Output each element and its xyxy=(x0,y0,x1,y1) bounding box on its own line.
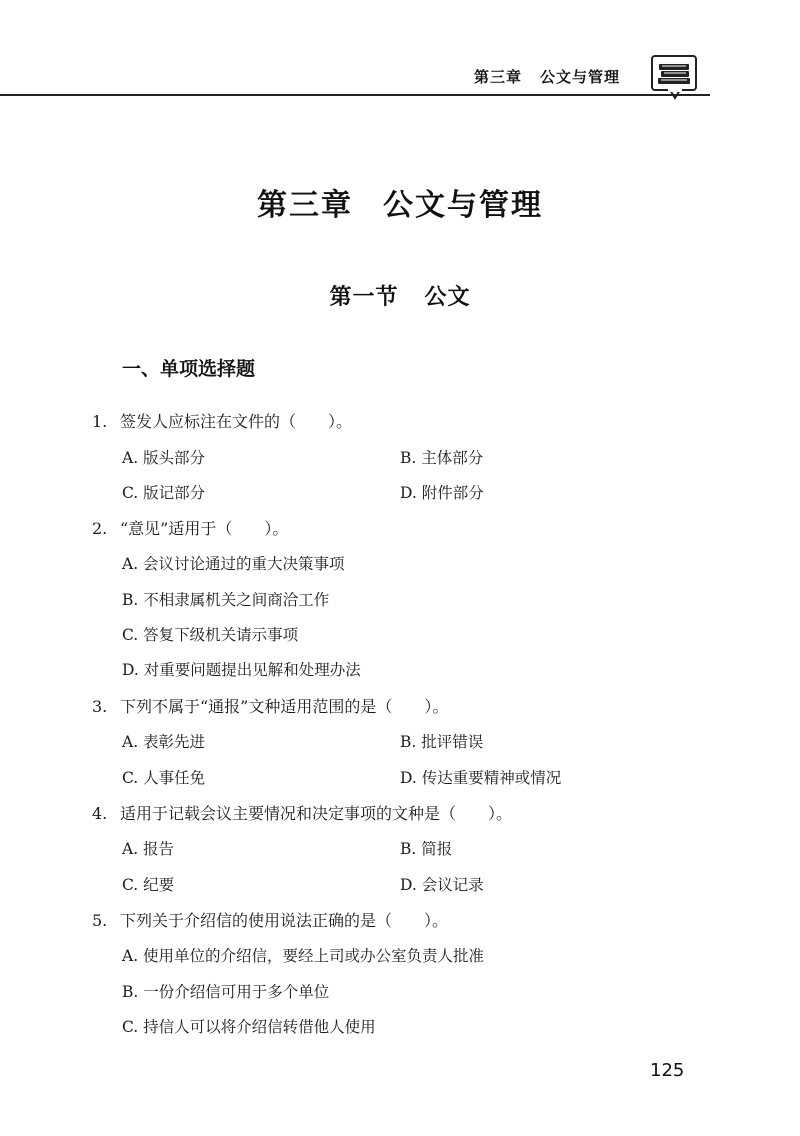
option-5a: A. 使用单位的介绍信，要经上司或办公室负责人批准 xyxy=(122,947,485,965)
question-text: “意见”适用于（ ）。 xyxy=(120,519,289,538)
option-1b: B. 主体部分 xyxy=(400,449,484,467)
section-title-name: 公文 xyxy=(424,285,471,310)
option-4a: A. 报告 xyxy=(122,840,175,858)
option-1d: D. 附件部分 xyxy=(400,484,484,502)
page-number: 125 xyxy=(650,1060,685,1081)
question-text: 签发人应标注在文件的（ ）。 xyxy=(120,412,353,431)
part-title: 一、单项选择题 xyxy=(122,358,256,380)
option-1a: A. 版头部分 xyxy=(122,449,206,467)
question-number: 3. xyxy=(92,697,108,716)
option-4d: D. 会议记录 xyxy=(400,876,484,894)
chapter-title-label: 第三章 xyxy=(257,188,353,223)
option-2d: D. 对重要问题提出见解和处理办法 xyxy=(122,661,361,679)
running-head xyxy=(474,66,620,87)
option-4b: B. 简报 xyxy=(400,840,453,858)
question-text: 下列关于介绍信的使用说法正确的是（ ）。 xyxy=(120,911,449,930)
question-4 xyxy=(92,801,512,824)
option-3d: D. 传达重要精神或情况 xyxy=(400,769,562,787)
page-header xyxy=(0,0,800,100)
option-3a: A. 表彰先进 xyxy=(122,733,206,751)
question-1 xyxy=(92,409,352,432)
question-number: 5. xyxy=(92,911,108,930)
question-number: 2. xyxy=(92,519,108,538)
chapter-title-name: 公文与管理 xyxy=(383,188,543,223)
question-text: 下列不属于“通报”文种适用范围的是（ ）。 xyxy=(120,697,449,716)
running-head-chapter-label: 第三章 xyxy=(473,68,522,86)
question-number: 4. xyxy=(92,804,108,823)
option-5b: B. 一份介绍信可用于多个单位 xyxy=(122,983,330,1001)
question-3 xyxy=(92,694,448,717)
section-title xyxy=(0,280,800,311)
option-3b: B. 批评错误 xyxy=(400,733,484,751)
section-title-label: 第一节 xyxy=(329,285,399,310)
option-2c: C. 答复下级机关请示事项 xyxy=(122,626,299,644)
chapter-title xyxy=(0,180,800,224)
option-2a: A. 会议讨论通过的重大决策事项 xyxy=(122,555,345,573)
option-1c: C. 版记部分 xyxy=(122,484,206,502)
option-4c: C. 纪要 xyxy=(122,876,175,894)
question-text: 适用于记载会议主要情况和决定事项的文种是（ ）。 xyxy=(120,804,513,823)
option-3c: C. 人事任免 xyxy=(122,769,206,787)
option-5c: C. 持信人可以将介绍信转借他人使用 xyxy=(122,1018,376,1036)
question-number: 1. xyxy=(92,412,108,431)
question-5 xyxy=(92,908,448,931)
option-2b: B. 不相隶属机关之间商洽工作 xyxy=(122,591,330,609)
header-rule xyxy=(0,94,710,96)
running-head-chapter-name: 公文与管理 xyxy=(539,68,620,86)
question-2 xyxy=(92,516,288,539)
